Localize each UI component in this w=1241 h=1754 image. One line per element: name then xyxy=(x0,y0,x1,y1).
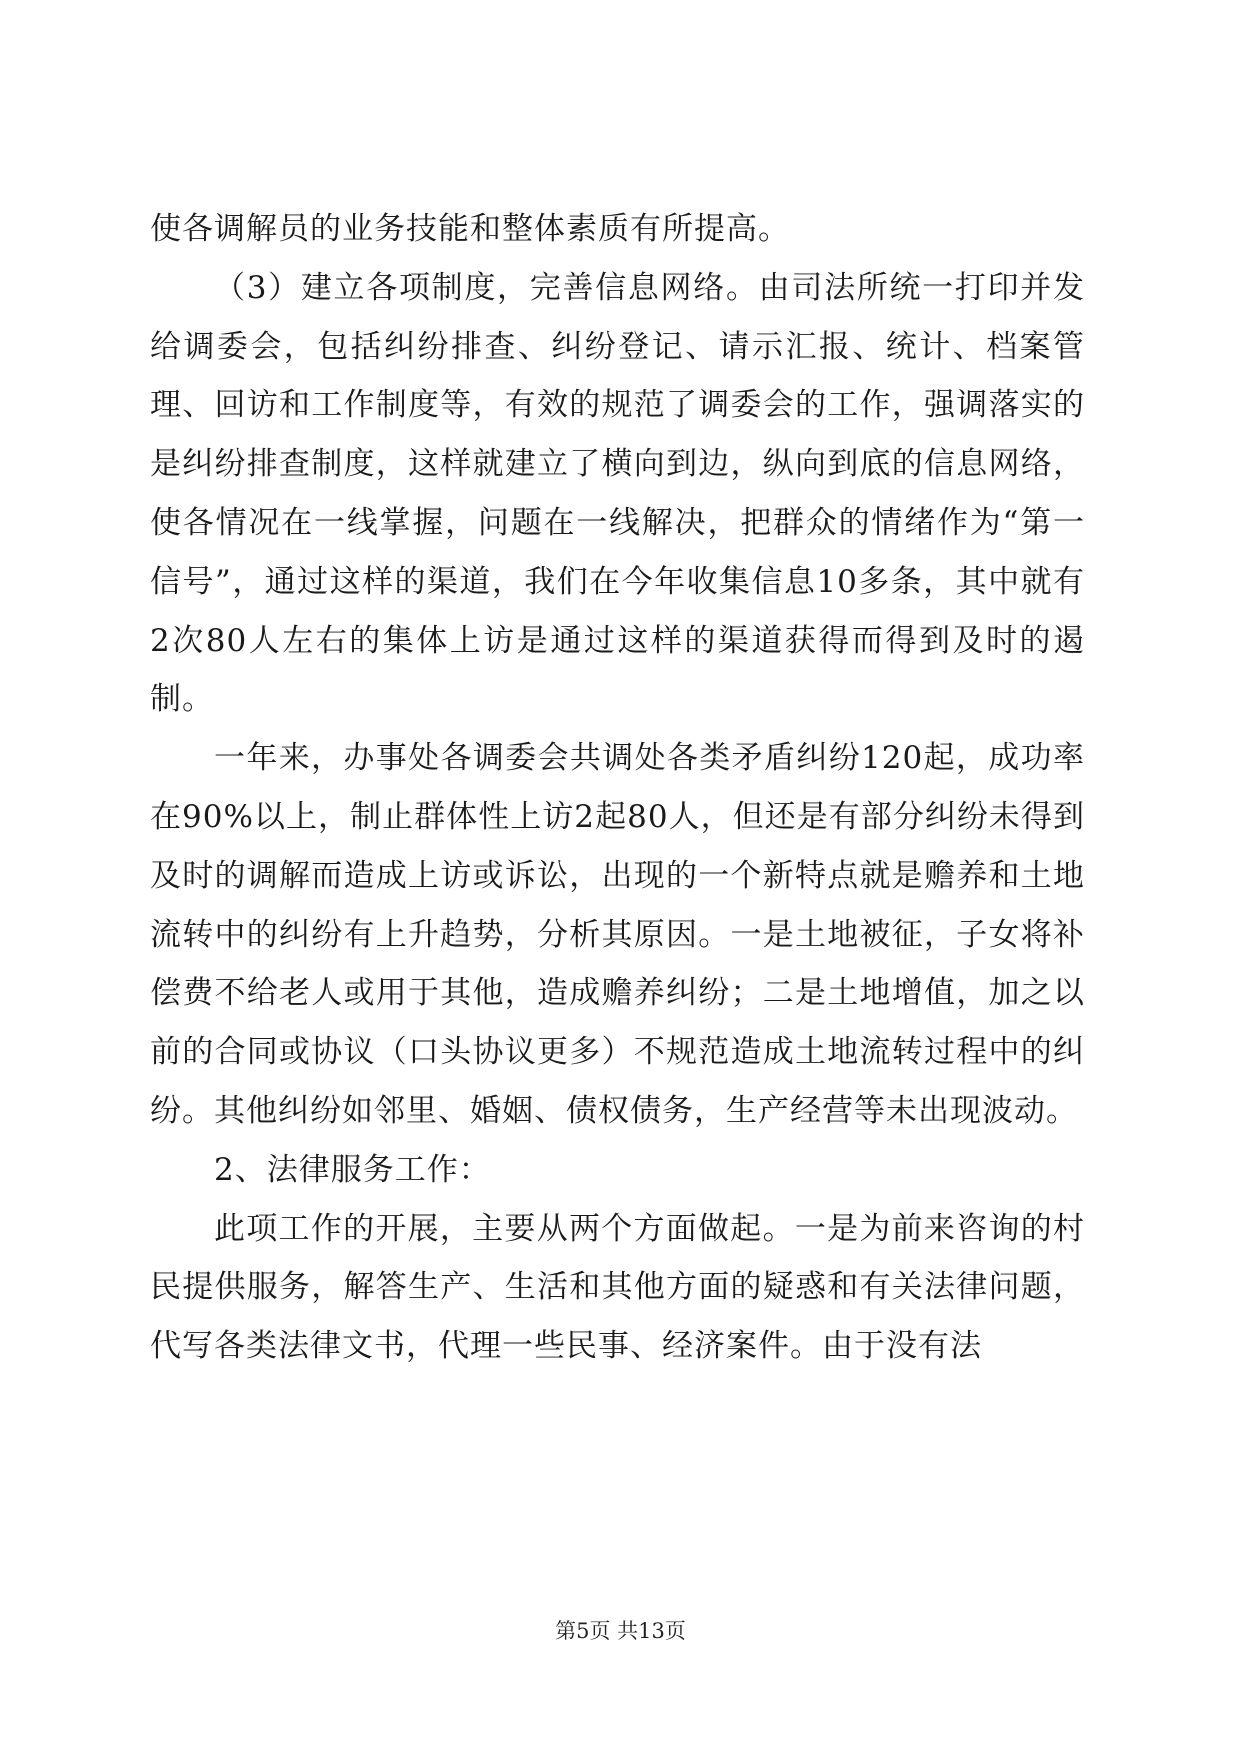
paragraph-2: （3）建立各项制度，完善信息网络。由司法所统一打印并发给调委会，包括纠纷排查、纠纷登记、请示汇报、统计、档案管理、回访和工作制度等，有效的规范了调委会的工作，强调落实的是纠纷排查制度，这样就建立了横向到边，纵向到底的信息网络，使各情况在一线掌握，问题在一线解决，把群众的情绪作为“第一信号”，通过这样的渠道，我们在今年收集信息10多条，其中就有2次80人左右的集体上访是通过这样的渠道获得而得到及时的遏制。 xyxy=(150,269,1085,718)
page-footer xyxy=(0,1615,1241,1645)
paragraph-5: 此项工作的开展，主要从两个方面做起。一是为前来咨询的村民提供服务，解答生产、生活和其他方面的疑惑和有关法律问题，代写各类法律文书，代理一些民事、经济案件。由于没有法 xyxy=(150,1210,1085,1365)
document-body xyxy=(150,200,1085,1376)
paragraph-1: 使各调解员的业务技能和整体素质有所提高。 xyxy=(150,211,790,247)
page-number-label: 第5页 共13页 xyxy=(555,1619,686,1643)
paragraph-3: 一年来，办事处各调委会共调处各类矛盾纠纷120起，成功率在90%以上，制止群体性上访2起80人，但还是有部分纠纷未得到及时的调解而造成上访或诉讼，出现的一个新特点就是赡养和土地流转中的纠纷有上升趋势，分析其原因。一是土地被征，子女将补偿费不给老人或用于其他，造成赡养纠纷；二是土地增值，加之以前的合同或协议（口头协议更多）不规范造成土地流转过程中的纠纷。其他纠纷如邻里、婚姻、债权债务，生产经营等未出现波动。 xyxy=(150,740,1085,1129)
paragraph-4-heading: 2、法律服务工作： xyxy=(214,1151,491,1188)
